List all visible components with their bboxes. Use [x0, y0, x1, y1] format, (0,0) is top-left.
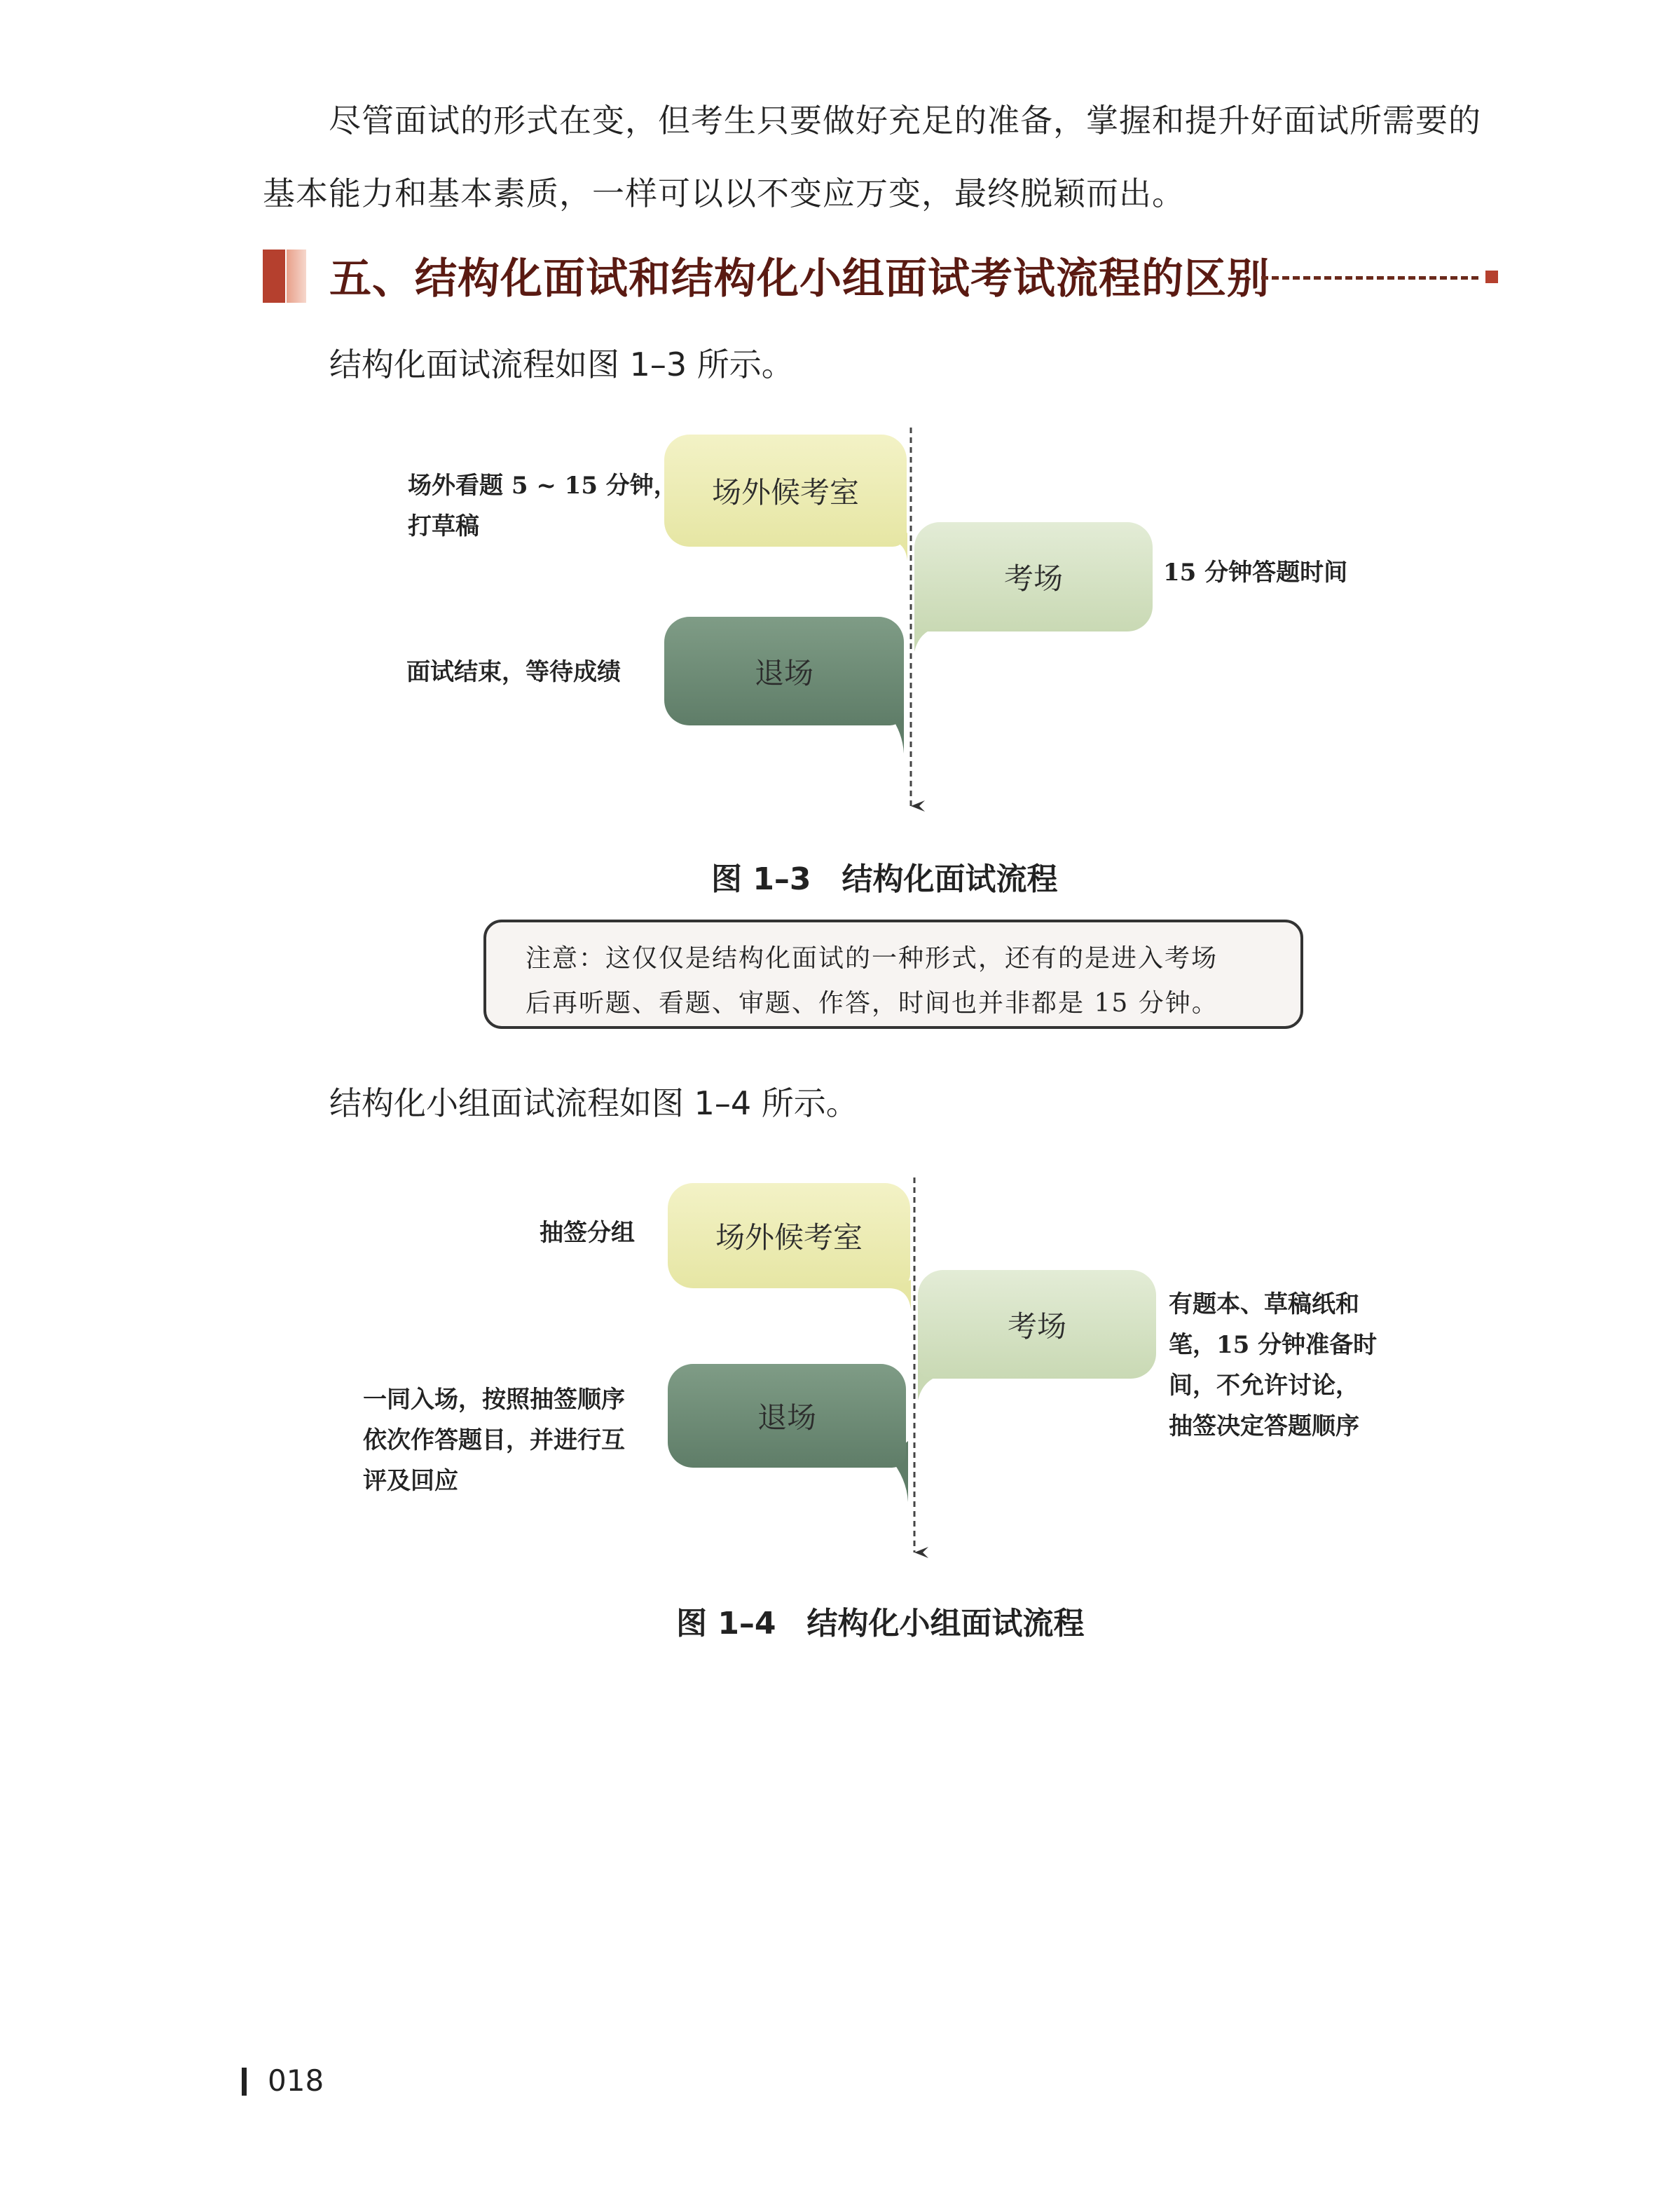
- notice-box: [483, 920, 1303, 1029]
- figure-1-4-exam-room-box: 考场: [918, 1270, 1156, 1379]
- figure-1-3-waiting-note: [408, 465, 678, 547]
- figure-1-4-exam-note-line-3: 间，不允许讨论，: [1169, 1372, 1359, 1400]
- figure-1-3-waiting-note-line-1: 场外看题 5 ~ 15 分钟，: [408, 472, 678, 500]
- figure-1-4-exit-note: [363, 1379, 625, 1501]
- notice-line-1: 注意：这仅仅是结构化面试的一种形式，还有的是进入考场: [526, 944, 1218, 973]
- figure-1-3-intro: 结构化面试流程如图 1–3 所示。: [329, 346, 794, 383]
- figure-1-3-exam-note: 15 分钟答题时间: [1163, 559, 1348, 587]
- figure-1-4-exam-note-line-1: 有题本、草稿纸和: [1169, 1290, 1359, 1318]
- paragraph-line-1: 尽管面试的形式在变，但考生只要做好充足的准备，掌握和提升好面试所需要的基: [263, 102, 1481, 212]
- figure-1-3-exit-note: 面试结束，等待成绩: [406, 658, 621, 686]
- paragraph-line-2: 本能力和基本素质，一样可以以不变应万变，最终脱颖而出。: [296, 175, 1185, 212]
- figure-1-4-exit-note-line-3: 评及回应: [363, 1467, 458, 1495]
- figure-1-3-exit-box: 退场: [664, 617, 904, 725]
- page-number-bar: [242, 2068, 247, 2096]
- page-number: 018: [268, 2063, 324, 2098]
- figure-1-4-waiting-note: 抽签分组: [540, 1219, 635, 1247]
- figure-1-4-exam-note-line-2: 笔，15 分钟准备时: [1169, 1331, 1378, 1359]
- figure-1-4-waiting-room-box: 场外候考室: [668, 1183, 910, 1288]
- figure-1-4-exit-box: 退场: [668, 1364, 906, 1468]
- notice-line-2: 后再听题、看题、审题、作答，时间也并非都是 15 分钟。: [526, 989, 1218, 1018]
- figure-1-4-exam-note: [1169, 1284, 1377, 1447]
- figure-1-4-exam-note-line-4: 抽签决定答题顺序: [1169, 1412, 1359, 1440]
- figure-1-3-waiting-note-line-2: 打草稿: [408, 512, 479, 540]
- section-title: 五、结构化面试和结构化小组面试考试流程的区别: [329, 254, 1270, 303]
- figure-1-3-exam-room-box: 考场: [914, 522, 1153, 631]
- figure-1-4-intro: 结构化小组面试流程如图 1–4 所示。: [329, 1084, 858, 1122]
- figure-1-4-exit-note-line-2: 依次作答题目，并进行互: [363, 1426, 625, 1454]
- figure-1-3-waiting-room-box: 场外候考室: [664, 435, 907, 547]
- figure-1-4-exit-note-line-1: 一同入场，按照抽签顺序: [363, 1386, 625, 1414]
- figure-1-3-caption: 图 1–3 结构化面试流程: [711, 861, 1058, 897]
- figure-1-4-caption: 图 1–4 结构化小组面试流程: [676, 1606, 1085, 1641]
